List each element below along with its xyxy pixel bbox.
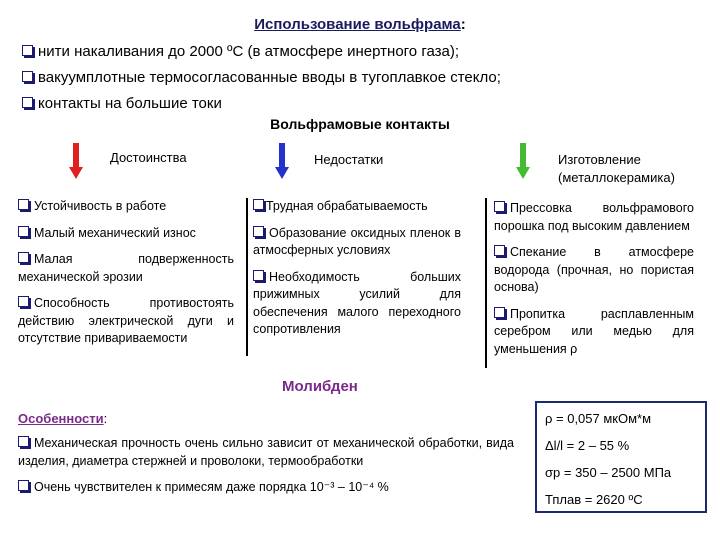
- advantages-list: [18, 198, 234, 357]
- features-title: Особенности: [18, 411, 104, 426]
- list-item: Механическая прочность очень сильно зависит от механической обработки, вида изделия, диаметра стержней и проволоки, термообработки: [18, 436, 514, 468]
- list-item: Спекание в атмосфере водорода (прочная, но пористая основа): [494, 245, 694, 294]
- checkbox-bullet-icon: [18, 199, 29, 210]
- checkbox-bullet-icon: [22, 71, 33, 82]
- contacts-title: Вольфрамовые контакты: [270, 116, 450, 132]
- checkbox-bullet-icon: [18, 480, 29, 491]
- checkbox-bullet-icon: [18, 252, 29, 263]
- list-item: Малый механический износ: [18, 225, 234, 243]
- checkbox-bullet-icon: [22, 45, 33, 56]
- checkbox-bullet-icon: [22, 97, 33, 108]
- use-item: вакуумплотные термосогласованные вводы в тугоплавкое стекло;: [22, 68, 702, 88]
- disadvantages-list: [253, 198, 461, 348]
- list-item: Очень чувствителен к примесям даже порядка 10⁻³ – 10⁻⁴ %: [18, 479, 514, 497]
- list-item: Трудная обрабатываемость: [253, 198, 461, 216]
- tungsten-title-colon: :: [460, 16, 466, 33]
- use-item: контакты на большие токи: [22, 94, 702, 114]
- checkbox-bullet-icon: [18, 296, 29, 307]
- checkbox-bullet-icon: [253, 270, 264, 281]
- tungsten-uses-list: [22, 42, 702, 114]
- checkbox-bullet-icon: [18, 226, 29, 237]
- manufacturing-list: [494, 200, 694, 367]
- molybdenum-properties-box: [535, 401, 707, 513]
- property-melting-point: Тплав = 2620 ºС: [545, 492, 643, 507]
- list-item: Малая подверженность механической эрозии: [18, 252, 234, 284]
- list-item: Пропитка расплавленным серебром или медью для уменьшения ρ: [494, 306, 694, 356]
- blue-down-arrow-icon: [275, 143, 289, 179]
- list-item: Способность противостоять действию электрической дуги и отсутствие привариваемости: [18, 296, 234, 345]
- checkbox-bullet-icon: [494, 201, 505, 212]
- checkbox-bullet-icon: [253, 199, 264, 210]
- molybdenum-features: [18, 411, 518, 497]
- property-elongation: Δl/l = 2 – 55 %: [545, 438, 630, 453]
- tungsten-title-wrap: [0, 16, 720, 34]
- tungsten-title: Использование вольфрама: [254, 16, 461, 33]
- use-item: нити накаливания до 2000 ºС (в атмосфере инертного газа);: [22, 42, 702, 62]
- green-down-arrow-icon: [516, 143, 530, 179]
- column-divider: [485, 198, 487, 368]
- advantages-header: Достоинства: [110, 150, 187, 165]
- checkbox-bullet-icon: [253, 226, 264, 237]
- features-heading: Особенности:: [18, 411, 108, 426]
- property-strength: σр = 350 – 2500 МПа: [545, 465, 672, 480]
- list-item: Устойчивость в работе: [18, 198, 234, 216]
- column-divider: [246, 198, 248, 356]
- checkbox-bullet-icon: [18, 436, 29, 447]
- property-resistivity: ρ = 0,057 мкОм*м: [545, 411, 652, 426]
- molybdenum-title: Молибден: [282, 378, 358, 395]
- list-item: Необходимость больших прижимных усилий для обеспечения малого переходного сопротивления: [253, 269, 461, 336]
- red-down-arrow-icon: [69, 143, 83, 179]
- list-item: Прессовка вольфрамового порошка под высоким давлением: [494, 201, 694, 233]
- checkbox-bullet-icon: [494, 245, 505, 256]
- manufacturing-header: Изготовление (металлокерамика): [558, 152, 675, 185]
- disadvantages-header: Недостатки: [314, 152, 384, 167]
- checkbox-bullet-icon: [494, 307, 505, 318]
- list-item: Образование оксидных пленок в атмосферных условиях: [253, 225, 461, 257]
